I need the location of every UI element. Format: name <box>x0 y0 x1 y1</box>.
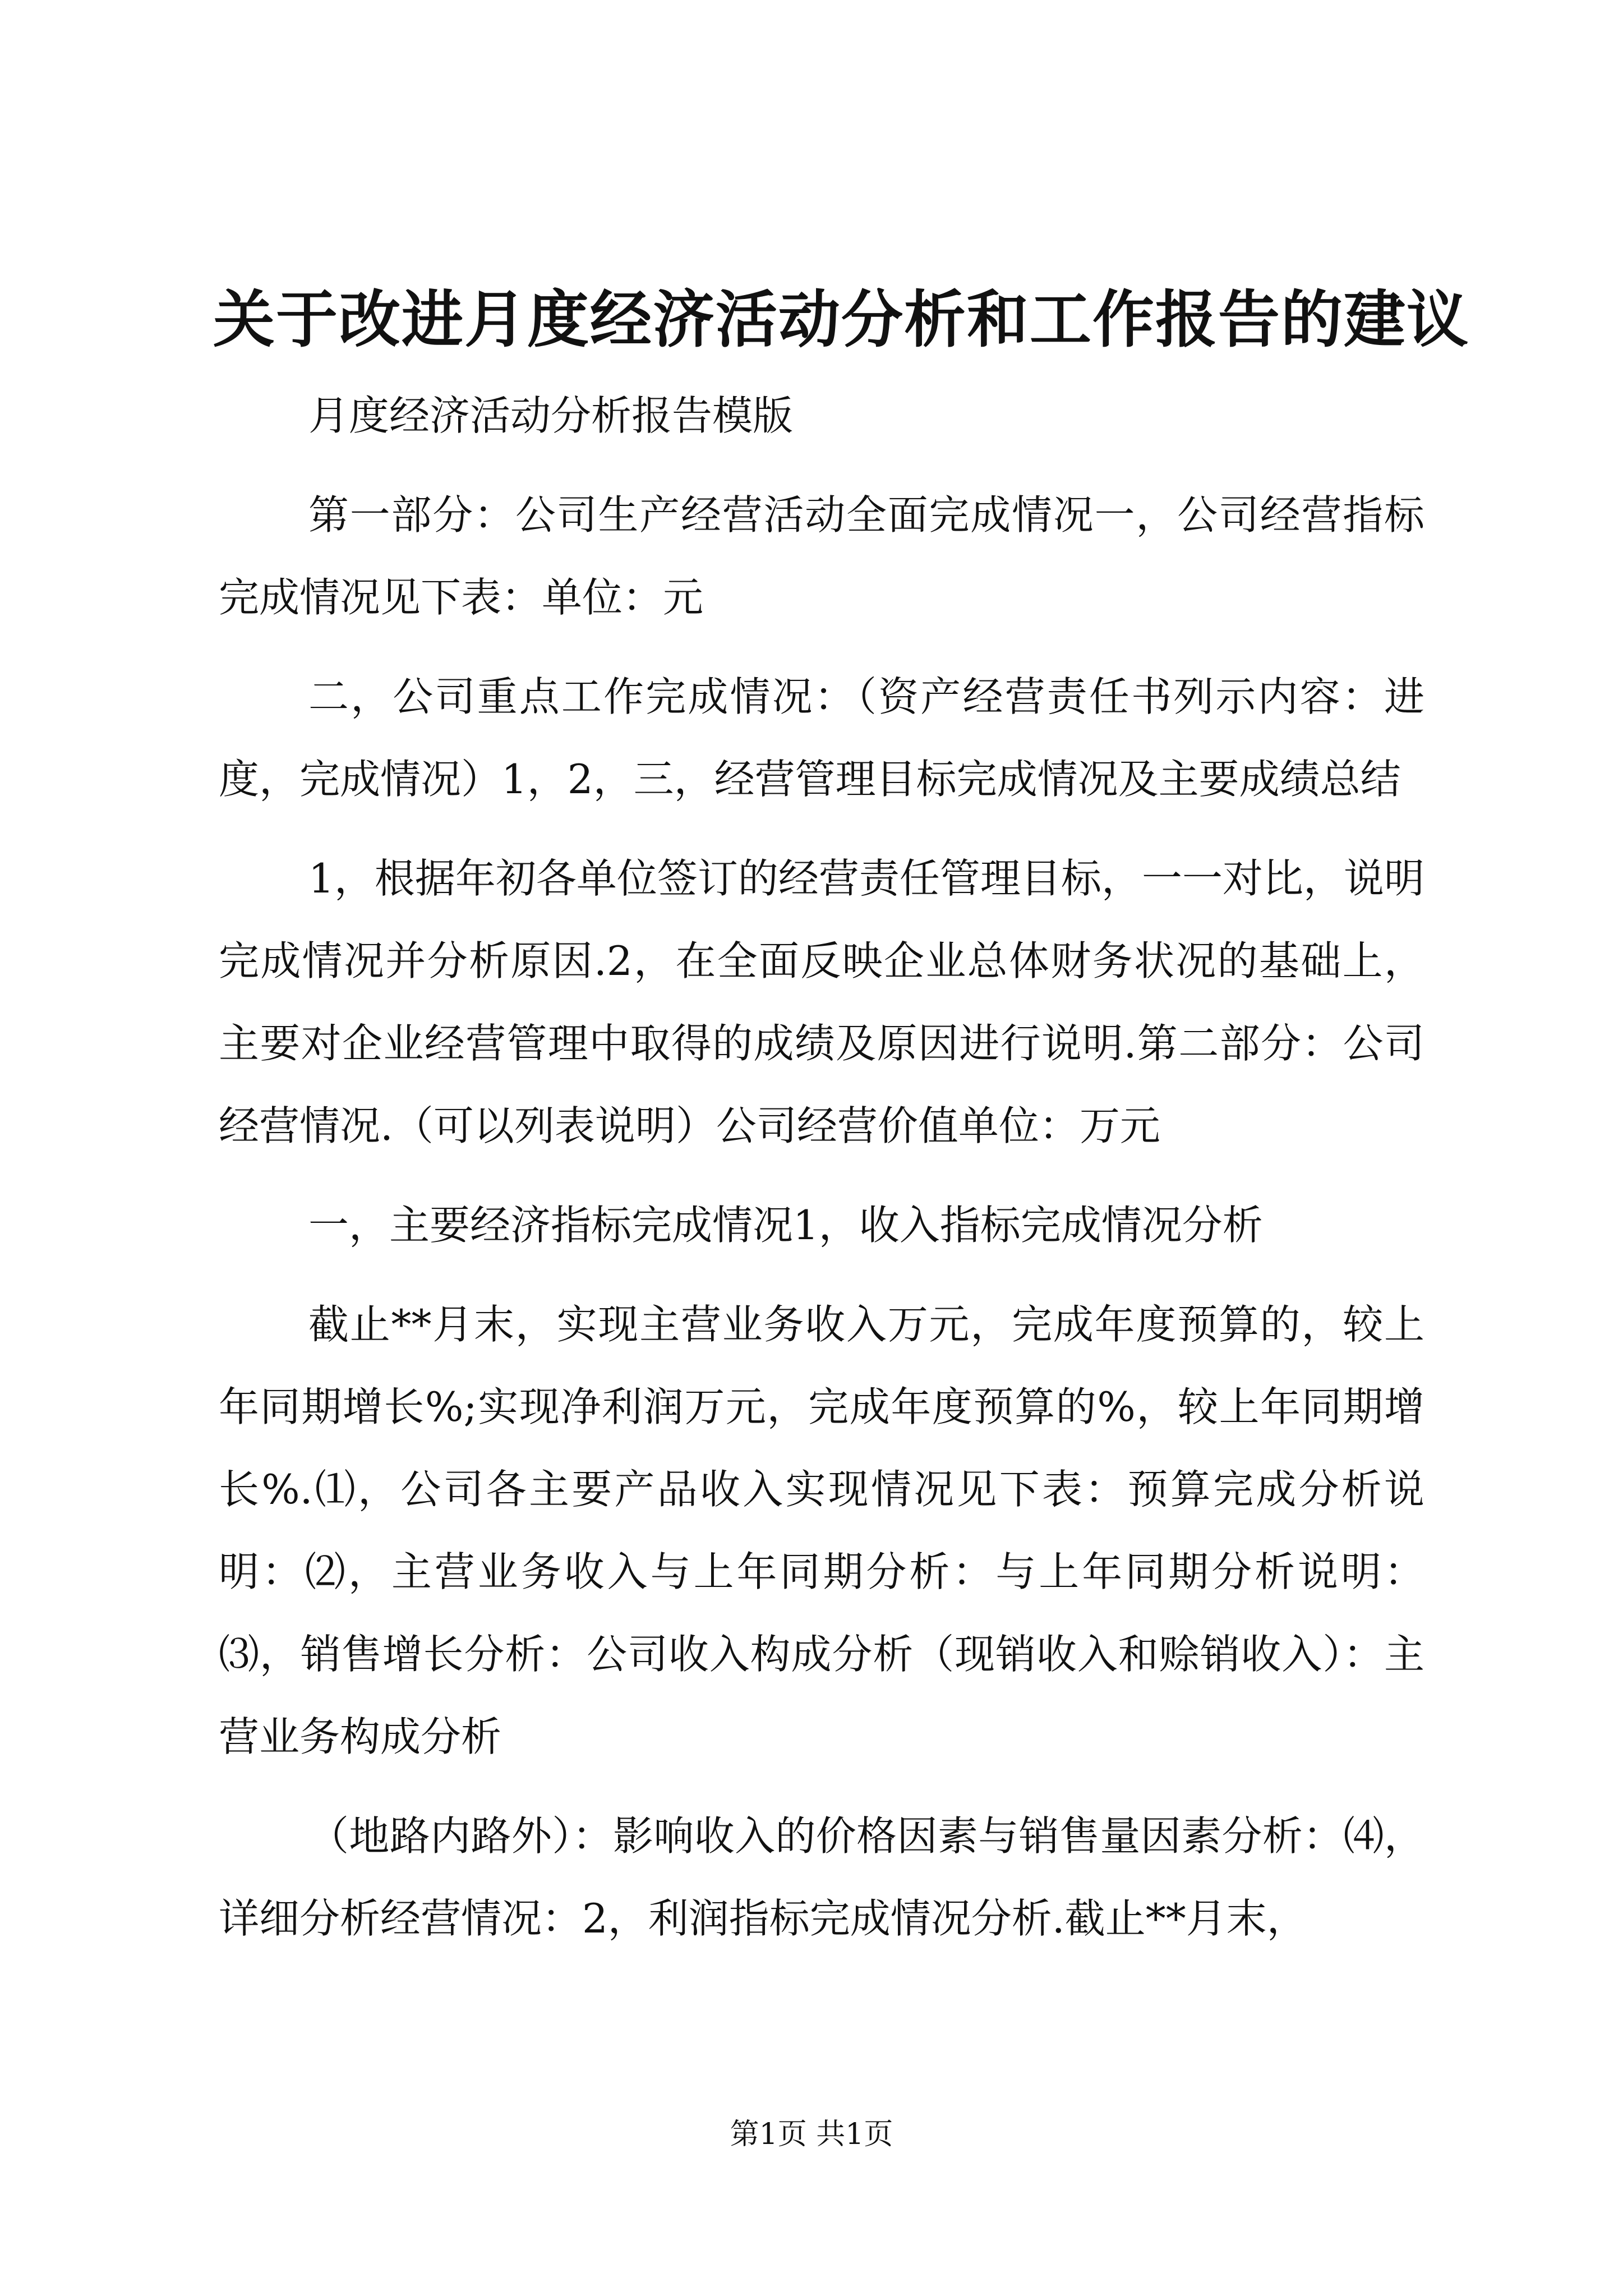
paragraph-subtitle: 月度经济活动分析报告模版 <box>308 392 794 439</box>
document-body <box>219 375 1424 1977</box>
paragraph: （地路内路外）：影响收入的价格因素与销售量因素分析：⑷，详细分析经营情况：2，利润指标完成情况分析.截止**月末， <box>219 1812 1424 1942</box>
page-footer: 第1页 共1页 <box>730 2118 893 2151</box>
paragraph: 一，主要经济指标完成情况1，收入指标完成情况分析 <box>308 1202 1263 1249</box>
paragraph: 1，根据年初各单位签订的经营责任管理目标，一一对比，说明完成情况并分析原因.2，在全面反映企业总体财务状况的基础上，主要对企业经营管理中取得的成绩及原因进行说明.第二部分：公司经营情况.（可以列表说明）公司经营价值单位：万元 <box>219 855 1424 1149</box>
paragraph: 截止**月末，实现主营业务收入万元，完成年度预算的，较上年同期增长%;实现净利润万元，完成年度预算的%，较上年同期增长%.⑴，公司各主要产品收入实现情况见下表：预算完成分析说明：⑵，主营业务收入与上年同期分析：与上年同期分析说明：⑶，销售增长分析：公司收入构成分析（现销收入和赊销收入）：主营业务构成分析 <box>219 1301 1424 1760</box>
paragraph: 二，公司重点工作完成情况：（资产经营责任书列示内容：进度，完成情况）1，2，三，经营管理目标完成情况及主要成绩总结 <box>219 673 1424 803</box>
paragraph: 第一部分：公司生产经营活动全面完成情况一，公司经营指标完成情况见下表：单位：元 <box>219 491 1424 621</box>
document-title: 关于改进月度经济活动分析和工作报告的建议 <box>213 283 1469 356</box>
